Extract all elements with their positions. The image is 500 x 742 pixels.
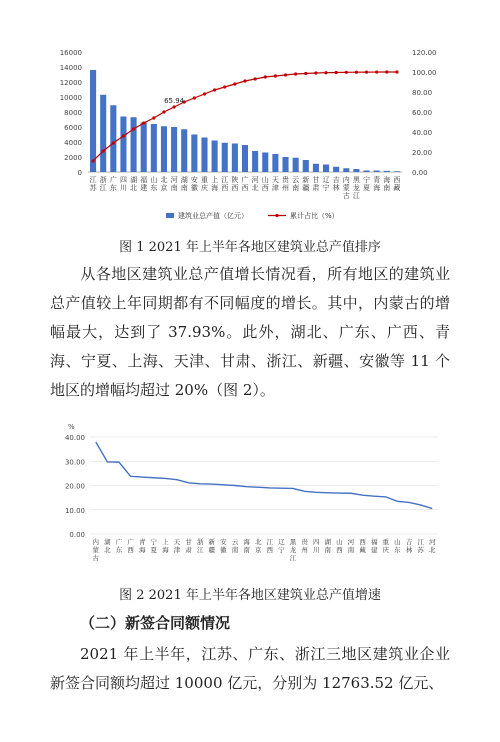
bar-宁夏 [364,171,370,173]
bar-吉林 [333,167,339,172]
y-tick-label-left: 2000 [64,154,82,162]
x-tick-label-上海: 上海 [211,176,219,192]
x-tick-label-宁夏: 宁夏 [150,538,158,554]
legend-label-bars: 建筑业总产值（亿元） [178,212,248,220]
x-tick-label-陕西: 陕西 [231,176,239,192]
paragraph-growth [50,260,450,405]
y-tick-label: 20.00 [64,482,85,491]
bar-天津 [272,154,278,172]
point-浙江 [102,149,105,152]
figure2-caption: 图 2 2021 年上半年各地区建筑业总产值增速 [119,588,381,603]
x-tick-label-河南: 河南 [170,176,178,192]
point-湖北 [132,127,135,130]
legend-marker-line [275,214,278,217]
bar-新疆 [303,160,309,172]
y-tick-label-left: 12000 [59,79,82,87]
y-tick-label-left: 16000 [59,49,82,57]
paragraph-contracts [50,640,450,698]
y-tick-label-left: 0 [77,169,82,177]
x-tick-label-上海: 上海 [162,538,169,554]
bar-辽宁 [323,165,329,173]
x-tick-label-青海: 青海 [138,538,146,554]
bar-湖南 [181,129,187,172]
y-tick-label-right: 120.00 [412,49,437,57]
bar-福建 [141,123,147,173]
y-tick-label-right: 20.00 [412,149,433,157]
point-四川 [122,134,125,137]
x-tick-label-吉林: 吉林 [405,538,413,554]
x-tick-label-贵州: 贵州 [301,538,308,554]
y-tick-label-left: 8000 [64,109,82,117]
x-tick-label-海南: 海南 [243,538,250,554]
line-growth-rate [96,442,432,509]
x-tick-label-甘肃: 甘肃 [312,176,320,192]
x-tick-label-云南: 云南 [231,538,239,554]
point-福建 [142,121,145,124]
x-tick-label-四川: 四川 [119,176,127,192]
x-tick-label-四川: 四川 [312,538,320,554]
x-tick-label-内蒙古: 内蒙古 [342,176,350,200]
x-tick-label-海南: 海南 [383,176,391,192]
bar-山西 [262,153,268,173]
point-黑龙江 [355,71,358,74]
x-tick-label-福建: 福建 [370,538,378,554]
y-tick-label-left: 10000 [59,94,82,102]
point-海南 [385,70,388,73]
x-tick-label-山西: 山西 [261,176,269,192]
bar-安徽 [191,135,197,173]
x-tick-label-山东: 山东 [150,176,158,192]
point-江苏 [91,159,94,162]
x-tick-label-西藏: 西藏 [359,538,366,554]
bar-内蒙古 [343,168,349,172]
point-安徽 [193,96,196,99]
bar-北京 [161,126,167,172]
point-天津 [274,74,277,77]
x-tick-label-江苏: 江苏 [417,538,424,554]
y-tick-label: 10.00 [64,506,85,515]
y-tick-label-left: 4000 [64,139,82,147]
x-tick-label-黑龙江: 黑龙江 [352,176,360,200]
point-云南 [294,72,297,75]
x-tick-label-贵州: 贵州 [282,176,290,192]
x-tick-label-云南: 云南 [292,176,300,192]
bar-陕西 [232,144,238,173]
point-新疆 [304,72,307,75]
bar-甘肃 [313,164,319,172]
x-tick-label-广东: 广东 [109,176,117,192]
x-tick-label-宁夏: 宁夏 [363,176,371,192]
x-tick-label-辽宁: 辽宁 [322,176,330,192]
point-贵州 [284,73,287,76]
point-甘肃 [314,71,317,74]
bar-山东 [151,124,157,172]
paragraph-growth-text: 从各地区建筑业总产值增长情况看，所有地区的建筑业总产值较上年同期都有不同幅度的增长。其中，内蒙古的增幅最大，达到了 37.93%。此外，湖北、广东、广西、青海、宁夏、上海、天津、甘肃、浙江、新疆、安徽等 11 个地区的增幅均超过 20%（图 2）。 [50,265,450,399]
x-tick-label-内蒙古: 内蒙古 [92,538,100,562]
x-tick-label-湖北: 湖北 [104,538,111,554]
y-axis-unit: % [68,423,75,431]
bar-西藏 [394,171,400,172]
x-tick-label-江苏: 江苏 [89,176,97,192]
bar-海南 [384,171,390,172]
bar-云南 [293,158,299,172]
bar-湖北 [131,117,137,172]
point-内蒙古 [345,71,348,74]
y-tick-label-right: 80.00 [412,89,433,97]
x-tick-label-北京: 北京 [160,176,168,192]
x-tick-label-安徽: 安徽 [190,176,198,192]
figure1-caption: 图 1 2021 年上半年各地区建筑业总产值排序 [119,240,381,255]
point-广西 [243,79,246,82]
bar-广东 [110,105,116,172]
y-tick-label: 40.00 [64,434,85,442]
bar-河北 [252,151,258,172]
point-辽宁 [324,71,327,74]
point-陕西 [233,82,236,85]
x-tick-label-福建: 福建 [140,176,148,192]
legend-label-line: 累计占比（%） [290,212,339,220]
x-tick-label-山西: 山西 [336,538,343,554]
y-tick-label-right: 0.00 [412,169,428,177]
paragraph-contracts-text: 2021 年上半年，江苏、广东、浙江三地区建筑业企业新签合同额均超过 10000 亿元，分别为 12763.52 亿元、 [50,645,450,692]
chart-gross-output-ranking [40,42,470,232]
y-tick-label-right: 40.00 [412,129,433,137]
y-tick-label: 30.00 [64,458,85,467]
x-tick-label-青海: 青海 [373,176,381,192]
point-西藏 [395,70,398,73]
point-青海 [375,70,378,73]
point-宁夏 [365,71,368,74]
point-北京 [162,110,165,113]
point-吉林 [335,71,338,74]
x-tick-label-广西: 广西 [241,176,249,192]
bar-江西 [222,143,228,172]
point-山东 [152,116,155,119]
x-tick-label-北京: 北京 [254,538,262,554]
x-tick-label-广西: 广西 [127,538,134,554]
x-tick-label-河南: 河南 [347,538,355,554]
bar-青海 [374,171,380,173]
y-tick-label: 0.00 [69,531,85,539]
x-tick-label-浙江: 浙江 [99,176,107,192]
bar-重庆 [201,138,207,173]
x-tick-label-安徽: 安徽 [220,538,227,554]
y-tick-label-right: 60.00 [412,109,433,117]
x-tick-label-甘肃: 甘肃 [185,538,192,554]
point-山西 [264,75,267,78]
annotation-label: 65.94 [164,97,185,105]
section-heading: （二）新签合同额情况 [80,614,231,632]
x-tick-label-河北: 河北 [428,538,436,554]
x-tick-label-广东: 广东 [115,538,123,554]
point-河北 [254,77,257,80]
x-tick-label-江西: 江西 [221,176,229,192]
x-tick-label-湖南: 湖南 [180,176,188,192]
x-tick-label-黑龙江: 黑龙江 [289,538,297,562]
x-tick-label-山东: 山东 [394,538,401,554]
point-广东 [112,141,115,144]
bar-江苏 [90,70,96,172]
bar-贵州 [282,157,288,172]
x-tick-label-新疆: 新疆 [208,538,216,554]
x-tick-label-辽宁: 辽宁 [278,538,285,554]
y-tick-label-left: 6000 [64,124,82,132]
bar-河南 [171,127,177,172]
bar-四川 [120,117,126,173]
point-上海 [213,88,216,91]
x-tick-label-江西: 江西 [266,538,274,554]
x-tick-label-湖南: 湖南 [324,538,332,554]
y-tick-label-left: 14000 [59,64,82,72]
point-江西 [223,85,226,88]
point-重庆 [203,92,206,95]
bar-上海 [212,141,218,173]
point-河南 [172,105,175,108]
x-tick-label-湖北: 湖北 [130,176,138,192]
x-tick-label-天津: 天津 [271,176,279,192]
x-tick-label-重庆: 重庆 [382,538,390,554]
chart-growth-rate [40,420,470,570]
x-tick-label-新疆: 新疆 [302,176,310,192]
x-tick-label-吉林: 吉林 [332,176,340,192]
x-tick-label-天津: 天津 [173,538,181,554]
bar-黑龙江 [353,169,359,172]
legend-swatch-bars [166,213,174,218]
x-tick-label-重庆: 重庆 [200,176,208,192]
y-tick-label-right: 100.00 [412,69,437,77]
x-tick-label-西藏: 西藏 [393,176,401,192]
x-tick-label-浙江: 浙江 [196,538,204,554]
bar-浙江 [100,95,106,172]
bar-广西 [242,145,248,172]
x-tick-label-河北: 河北 [251,176,259,192]
